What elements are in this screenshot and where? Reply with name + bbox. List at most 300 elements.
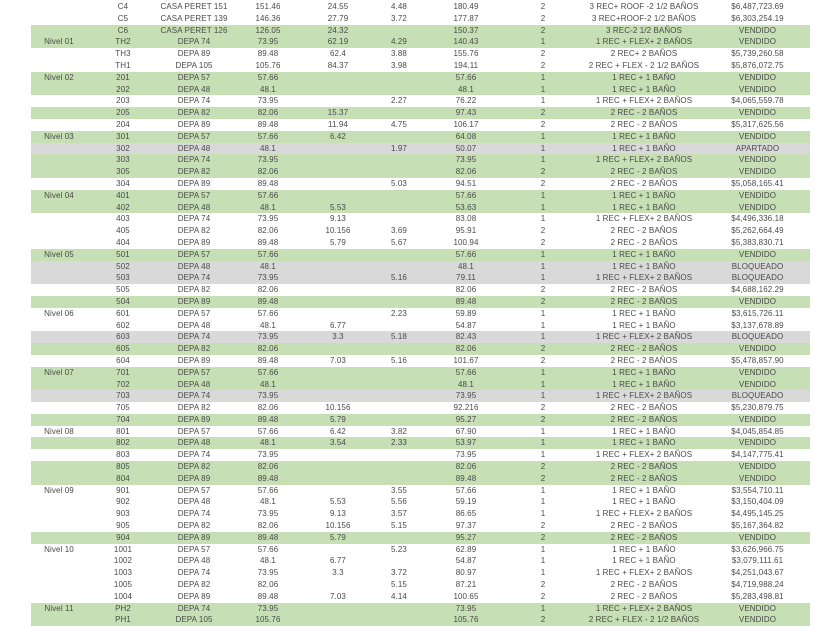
cell-area_exterior[interactable]	[307, 579, 369, 591]
cell-unit[interactable]: 802	[87, 437, 159, 449]
cell-price_or_status[interactable]: $4,065,559.78	[705, 95, 810, 107]
cell-price_or_status[interactable]: VENDIDO	[705, 532, 810, 544]
cell-area_interior[interactable]: 48.1	[229, 261, 307, 273]
cell-count[interactable]: 2	[503, 355, 583, 367]
cell-area_interior[interactable]: 89.48	[229, 355, 307, 367]
cell-area_extra[interactable]: 5.15	[369, 520, 429, 532]
cell-count[interactable]: 2	[503, 532, 583, 544]
cell-price_or_status[interactable]: VENDIDO	[705, 249, 810, 261]
cell-area_extra[interactable]	[369, 367, 429, 379]
cell-area_total[interactable]: 57.66	[429, 249, 503, 261]
cell-area_exterior[interactable]	[307, 178, 369, 190]
cell-count[interactable]: 1	[503, 202, 583, 214]
cell-count[interactable]: 1	[503, 426, 583, 438]
cell-price_or_status[interactable]: $4,719,988.24	[705, 579, 810, 591]
cell-nivel[interactable]	[31, 1, 87, 13]
cell-area_exterior[interactable]: 5.79	[307, 237, 369, 249]
cell-area_exterior[interactable]: 27.79	[307, 13, 369, 25]
cell-unit[interactable]: 401	[87, 190, 159, 202]
cell-nivel[interactable]	[31, 296, 87, 308]
cell-nivel[interactable]	[31, 166, 87, 178]
cell-count[interactable]: 1	[503, 143, 583, 155]
cell-count[interactable]: 2	[503, 13, 583, 25]
cell-type[interactable]: DEPA 57	[159, 131, 229, 143]
cell-type[interactable]: CASA PERET 139	[160, 13, 228, 23]
cell-area_extra[interactable]: 2.33	[369, 437, 429, 449]
cell-area_exterior[interactable]: 6.77	[307, 555, 369, 567]
cell-config[interactable]: 2 REC - 2 BAÑOS	[583, 284, 705, 296]
cell-area_interior[interactable]: 89.48	[229, 48, 307, 60]
cell-area_exterior[interactable]	[307, 272, 369, 284]
cell-type[interactable]: DEPA 105	[159, 60, 229, 72]
cell-area_total[interactable]: 106.17	[429, 119, 503, 131]
cell-nivel[interactable]	[31, 272, 87, 284]
cell-area_extra[interactable]: 3.82	[369, 426, 429, 438]
cell-area_interior[interactable]: 89.48	[229, 296, 307, 308]
cell-area_total[interactable]: 94.51	[429, 178, 503, 190]
cell-area_extra[interactable]: 5.18	[369, 331, 429, 343]
cell-type[interactable]: DEPA 82	[159, 520, 229, 532]
cell-price_or_status[interactable]: VENDIDO	[705, 603, 810, 615]
cell-area_total[interactable]: 64.08	[429, 131, 503, 143]
cell-area_extra[interactable]: 5.67	[369, 237, 429, 249]
cell-nivel[interactable]	[31, 520, 87, 532]
cell-area_exterior[interactable]: 15.37	[307, 107, 369, 119]
cell-area_extra[interactable]	[369, 166, 429, 178]
cell-area_total[interactable]: 89.48	[429, 473, 503, 485]
cell-type[interactable]: DEPA 82	[159, 343, 229, 355]
cell-unit[interactable]: 301	[87, 131, 159, 143]
cell-count[interactable]: 2	[503, 60, 583, 72]
cell-area_interior[interactable]: 57.66	[229, 249, 307, 261]
cell-config[interactable]: 1 REC + FLEX+ 2 BAÑOS	[583, 213, 705, 225]
cell-price_or_status[interactable]: VENDIDO	[705, 414, 810, 426]
cell-area_interior[interactable]: 73.95	[229, 213, 307, 225]
cell-area_interior[interactable]: 73.95	[229, 272, 307, 284]
cell-count[interactable]: 1	[503, 308, 583, 320]
cell-config[interactable]: 1 REC + FLEX+ 2 BAÑOS	[583, 95, 705, 107]
cell-price_or_status[interactable]: VENDIDO	[705, 190, 810, 202]
cell-type[interactable]: DEPA 74	[159, 154, 229, 166]
cell-count[interactable]: 1	[503, 272, 583, 284]
cell-price_or_status[interactable]: VENDIDO	[705, 84, 810, 96]
cell-area_extra[interactable]: 5.15	[369, 579, 429, 591]
cell-type[interactable]: DEPA 89	[159, 48, 229, 60]
cell-area_extra[interactable]: 3.98	[369, 60, 429, 72]
cell-area_interior[interactable]: 89.48	[229, 591, 307, 603]
cell-type[interactable]: DEPA 48	[159, 84, 229, 96]
cell-area_interior[interactable]: 89.48	[229, 473, 307, 485]
cell-area_extra[interactable]: 3.72	[369, 567, 429, 579]
cell-area_total[interactable]: 53.97	[429, 437, 503, 449]
cell-count[interactable]: 1	[503, 320, 583, 332]
cell-area_extra[interactable]	[369, 461, 429, 473]
cell-area_interior[interactable]: 73.95	[229, 154, 307, 166]
cell-count[interactable]: 1	[503, 261, 583, 273]
cell-area_total[interactable]: 95.27	[429, 532, 503, 544]
cell-nivel[interactable]: Nivel 04	[31, 190, 87, 202]
cell-area_total[interactable]: 86.65	[429, 508, 503, 520]
cell-count[interactable]: 2	[503, 296, 583, 308]
cell-area_interior[interactable]: 57.66	[229, 367, 307, 379]
cell-count[interactable]: 2	[503, 473, 583, 485]
cell-count[interactable]: 2	[503, 107, 583, 119]
cell-nivel[interactable]: Nivel 09	[31, 485, 87, 497]
cell-area_interior[interactable]: 57.66	[229, 308, 307, 320]
cell-area_interior[interactable]: 151.46	[229, 1, 307, 13]
cell-area_extra[interactable]: 3.69	[369, 225, 429, 237]
cell-price_or_status[interactable]: VENDIDO	[705, 25, 810, 37]
cell-price_or_status[interactable]: $4,251,043.67	[705, 567, 810, 579]
cell-area_exterior[interactable]	[307, 143, 369, 155]
cell-type[interactable]: DEPA 82	[159, 402, 229, 414]
cell-area_exterior[interactable]: 62.4	[307, 48, 369, 60]
cell-type[interactable]: CASA PERET 151	[160, 2, 228, 11]
cell-price_or_status[interactable]: $4,495,145.25	[705, 508, 810, 520]
cell-price_or_status[interactable]: $5,283,498.81	[705, 591, 810, 603]
cell-unit[interactable]: 1004	[87, 591, 159, 603]
cell-nivel[interactable]: Nivel 07	[31, 367, 87, 379]
cell-nivel[interactable]	[31, 461, 87, 473]
cell-area_total[interactable]: 100.94	[429, 237, 503, 249]
cell-type[interactable]: DEPA 82	[159, 284, 229, 296]
cell-nivel[interactable]	[31, 213, 87, 225]
cell-nivel[interactable]	[31, 555, 87, 567]
cell-price_or_status[interactable]: $4,147,775.41	[705, 449, 810, 461]
cell-unit[interactable]: 504	[87, 296, 159, 308]
cell-type[interactable]: DEPA 48	[159, 202, 229, 214]
cell-unit[interactable]: 601	[87, 308, 159, 320]
cell-nivel[interactable]	[31, 237, 87, 249]
cell-config[interactable]: 3 REC-2 1/2 BAÑOS	[583, 25, 705, 37]
cell-area_exterior[interactable]	[307, 249, 369, 261]
cell-area_total[interactable]: 53.63	[429, 202, 503, 214]
cell-nivel[interactable]	[31, 284, 87, 296]
cell-config[interactable]: 1 REC + 1 BAÑO	[583, 249, 705, 261]
cell-unit[interactable]: TH3	[87, 48, 159, 60]
cell-unit[interactable]: TH2	[87, 36, 159, 48]
cell-type[interactable]: DEPA 57	[159, 426, 229, 438]
cell-area_total[interactable]: 97.43	[429, 107, 503, 119]
cell-nivel[interactable]	[31, 13, 87, 25]
cell-nivel[interactable]: Nivel 01	[31, 36, 87, 48]
cell-area_exterior[interactable]: 24.32	[307, 25, 369, 37]
cell-price_or_status[interactable]: VENDIDO	[705, 473, 810, 485]
cell-nivel[interactable]	[31, 107, 87, 119]
cell-config[interactable]: 1 REC + 1 BAÑO	[583, 308, 705, 320]
cell-type[interactable]: DEPA 74	[159, 331, 229, 343]
cell-unit[interactable]: 803	[87, 449, 159, 461]
cell-area_extra[interactable]: 5.16	[369, 355, 429, 367]
cell-area_total[interactable]: 73.95	[429, 390, 503, 402]
cell-area_total[interactable]: 97.37	[429, 520, 503, 532]
cell-area_interior[interactable]: 48.1	[229, 496, 307, 508]
cell-area_total[interactable]: 140.43	[429, 36, 503, 48]
cell-area_exterior[interactable]: 62.19	[307, 36, 369, 48]
cell-price_or_status[interactable]: APARTADO	[705, 143, 810, 155]
cell-area_interior[interactable]: 57.66	[229, 485, 307, 497]
cell-area_interior[interactable]: 82.06	[229, 343, 307, 355]
cell-config[interactable]: 2 REC - 2 BAÑOS	[583, 532, 705, 544]
cell-area_total[interactable]: 95.27	[429, 414, 503, 426]
cell-area_total[interactable]: 57.66	[429, 72, 503, 84]
cell-area_extra[interactable]	[369, 249, 429, 261]
cell-count[interactable]: 1	[503, 379, 583, 391]
cell-unit[interactable]: 201	[87, 72, 159, 84]
cell-price_or_status[interactable]: $5,317,625.56	[705, 119, 810, 131]
cell-nivel[interactable]	[31, 379, 87, 391]
cell-area_extra[interactable]	[369, 320, 429, 332]
cell-area_extra[interactable]	[369, 402, 429, 414]
cell-config[interactable]: 2 REC + FLEX - 2 1/2 BAÑOS	[583, 60, 705, 72]
cell-area_total[interactable]: 62.89	[429, 544, 503, 556]
cell-unit[interactable]: 1005	[87, 579, 159, 591]
cell-type[interactable]: DEPA 48	[159, 555, 229, 567]
cell-type[interactable]: DEPA 82	[159, 225, 229, 237]
cell-area_total[interactable]: 87.21	[429, 579, 503, 591]
cell-type[interactable]: DEPA 89	[159, 414, 229, 426]
cell-area_interior[interactable]: 57.66	[229, 131, 307, 143]
cell-price_or_status[interactable]: $5,478,857.90	[705, 355, 810, 367]
cell-config[interactable]: 2 REC + FLEX - 2 1/2 BAÑOS	[583, 614, 705, 626]
cell-count[interactable]: 2	[503, 48, 583, 60]
cell-area_exterior[interactable]	[307, 367, 369, 379]
cell-count[interactable]: 2	[503, 402, 583, 414]
cell-count[interactable]: 1	[503, 36, 583, 48]
cell-type[interactable]: DEPA 74	[159, 449, 229, 461]
cell-count[interactable]: 2	[503, 520, 583, 532]
cell-config[interactable]: 1 REC + FLEX+ 2 BAÑOS	[583, 36, 705, 48]
cell-type[interactable]: DEPA 57	[159, 367, 229, 379]
cell-price_or_status[interactable]: BLOQUEADO	[705, 390, 810, 402]
cell-config[interactable]: 2 REC - 2 BAÑOS	[583, 343, 705, 355]
cell-area_interior[interactable]: 89.48	[229, 414, 307, 426]
cell-unit[interactable]: 1003	[87, 567, 159, 579]
cell-unit[interactable]: 604	[87, 355, 159, 367]
cell-type[interactable]: DEPA 57	[159, 249, 229, 261]
cell-area_exterior[interactable]	[307, 461, 369, 473]
cell-area_extra[interactable]	[369, 343, 429, 355]
cell-area_total[interactable]: 82.43	[429, 331, 503, 343]
cell-config[interactable]: 1 REC + 1 BAÑO	[583, 555, 705, 567]
cell-unit[interactable]: 804	[87, 473, 159, 485]
cell-area_total[interactable]: 101.67	[429, 355, 503, 367]
cell-unit[interactable]: 404	[87, 237, 159, 249]
cell-nivel[interactable]	[31, 95, 87, 107]
cell-count[interactable]: 2	[503, 166, 583, 178]
cell-price_or_status[interactable]: $5,167,364.82	[705, 520, 810, 532]
cell-nivel[interactable]	[31, 178, 87, 190]
cell-unit[interactable]: 503	[87, 272, 159, 284]
cell-area_extra[interactable]	[369, 414, 429, 426]
cell-area_exterior[interactable]	[307, 190, 369, 202]
cell-price_or_status[interactable]: VENDIDO	[705, 202, 810, 214]
cell-area_total[interactable]: 100.65	[429, 591, 503, 603]
cell-nivel[interactable]: Nivel 10	[31, 544, 87, 556]
cell-config[interactable]: 1 REC + 1 BAÑO	[583, 437, 705, 449]
cell-unit[interactable]: 302	[87, 143, 159, 155]
cell-price_or_status[interactable]: $4,688,162.29	[705, 284, 810, 296]
cell-area_exterior[interactable]: 6.77	[307, 320, 369, 332]
cell-count[interactable]: 2	[503, 614, 583, 626]
cell-price_or_status[interactable]: BLOQUEADO	[705, 331, 810, 343]
cell-nivel[interactable]	[31, 143, 87, 155]
cell-nivel[interactable]	[31, 437, 87, 449]
cell-area_extra[interactable]: 5.56	[369, 496, 429, 508]
cell-area_exterior[interactable]	[307, 603, 369, 615]
cell-nivel[interactable]	[31, 496, 87, 508]
cell-area_extra[interactable]	[369, 473, 429, 485]
cell-area_total[interactable]: 82.06	[429, 284, 503, 296]
cell-area_interior[interactable]: 82.06	[229, 520, 307, 532]
cell-area_interior[interactable]: 82.06	[229, 107, 307, 119]
cell-area_interior[interactable]: 89.48	[229, 237, 307, 249]
cell-config[interactable]: 1 REC + 1 BAÑO	[583, 379, 705, 391]
cell-type[interactable]: DEPA 48	[159, 320, 229, 332]
cell-area_interior[interactable]: 82.06	[229, 225, 307, 237]
cell-price_or_status[interactable]: $5,058,165.41	[705, 178, 810, 190]
cell-price_or_status[interactable]: $5,230,879.75	[705, 402, 810, 414]
cell-config[interactable]: 1 REC + FLEX+ 2 BAÑOS	[583, 508, 705, 520]
cell-count[interactable]: 2	[503, 119, 583, 131]
cell-area_extra[interactable]	[369, 614, 429, 626]
cell-area_total[interactable]: 76.22	[429, 95, 503, 107]
cell-area_exterior[interactable]	[307, 166, 369, 178]
cell-area_exterior[interactable]	[307, 343, 369, 355]
cell-count[interactable]: 1	[503, 331, 583, 343]
cell-nivel[interactable]	[31, 225, 87, 237]
cell-area_total[interactable]: 150.37	[429, 25, 503, 37]
cell-area_interior[interactable]: 48.1	[229, 320, 307, 332]
cell-area_extra[interactable]	[369, 84, 429, 96]
cell-config[interactable]: 2 REC - 2 BAÑOS	[583, 520, 705, 532]
cell-price_or_status[interactable]: $3,079,111.61	[705, 555, 810, 567]
cell-area_exterior[interactable]: 10.156	[307, 402, 369, 414]
cell-area_extra[interactable]	[369, 379, 429, 391]
cell-count[interactable]: 1	[503, 603, 583, 615]
cell-area_exterior[interactable]	[307, 614, 369, 626]
cell-unit[interactable]: 903	[87, 508, 159, 520]
cell-unit[interactable]: 1001	[87, 544, 159, 556]
cell-type[interactable]: DEPA 74	[159, 603, 229, 615]
cell-unit[interactable]: 402	[87, 202, 159, 214]
cell-area_total[interactable]: 57.66	[429, 367, 503, 379]
cell-area_total[interactable]: 73.95	[429, 449, 503, 461]
cell-area_exterior[interactable]	[307, 296, 369, 308]
cell-price_or_status[interactable]: VENDIDO	[705, 131, 810, 143]
cell-type[interactable]: DEPA 74	[159, 213, 229, 225]
cell-area_interior[interactable]: 48.1	[229, 437, 307, 449]
cell-type[interactable]: DEPA 74	[159, 36, 229, 48]
cell-unit[interactable]: 403	[87, 213, 159, 225]
cell-area_interior[interactable]: 89.48	[229, 119, 307, 131]
cell-config[interactable]: 3 REC+ROOF-2 1/2 BAÑOS	[583, 13, 705, 25]
cell-unit[interactable]: 705	[87, 402, 159, 414]
cell-area_total[interactable]: 82.06	[429, 166, 503, 178]
cell-count[interactable]: 1	[503, 249, 583, 261]
cell-area_total[interactable]: 48.1	[429, 84, 503, 96]
cell-price_or_status[interactable]: $3,554,710.11	[705, 485, 810, 497]
cell-type[interactable]: DEPA 48	[159, 496, 229, 508]
cell-config[interactable]: 2 REC - 2 BAÑOS	[583, 296, 705, 308]
cell-price_or_status[interactable]: VENDIDO	[705, 379, 810, 391]
cell-area_exterior[interactable]	[307, 154, 369, 166]
cell-area_exterior[interactable]	[307, 390, 369, 402]
cell-area_total[interactable]: 67.90	[429, 426, 503, 438]
cell-price_or_status[interactable]: VENDIDO	[705, 166, 810, 178]
cell-unit[interactable]: 505	[87, 284, 159, 296]
cell-nivel[interactable]	[31, 390, 87, 402]
cell-config[interactable]: 2 REC - 2 BAÑOS	[583, 107, 705, 119]
cell-count[interactable]: 2	[503, 1, 583, 13]
cell-area_extra[interactable]: 3.88	[369, 48, 429, 60]
cell-unit[interactable]: 704	[87, 414, 159, 426]
cell-area_interior[interactable]: 73.95	[229, 603, 307, 615]
cell-type[interactable]: DEPA 105	[159, 614, 229, 626]
cell-config[interactable]: 2 REC - 2 BAÑOS	[583, 166, 705, 178]
cell-unit[interactable]: PH2	[87, 603, 159, 615]
cell-count[interactable]: 2	[503, 225, 583, 237]
cell-type[interactable]: DEPA 74	[159, 508, 229, 520]
cell-type[interactable]: DEPA 82	[159, 166, 229, 178]
cell-unit[interactable]: 303	[87, 154, 159, 166]
cell-nivel[interactable]	[31, 402, 87, 414]
cell-area_extra[interactable]	[369, 72, 429, 84]
cell-config[interactable]: 2 REC - 2 BAÑOS	[583, 591, 705, 603]
cell-area_exterior[interactable]	[307, 544, 369, 556]
cell-count[interactable]: 2	[503, 343, 583, 355]
cell-config[interactable]: 2 REC - 2 BAÑOS	[583, 402, 705, 414]
cell-nivel[interactable]	[31, 154, 87, 166]
cell-area_extra[interactable]: 5.03	[369, 178, 429, 190]
cell-area_extra[interactable]	[369, 25, 429, 37]
cell-area_exterior[interactable]	[307, 473, 369, 485]
cell-area_interior[interactable]: 48.1	[229, 202, 307, 214]
cell-area_exterior[interactable]	[307, 95, 369, 107]
cell-area_extra[interactable]	[369, 532, 429, 544]
cell-unit[interactable]: 305	[87, 166, 159, 178]
cell-nivel[interactable]: Nivel 06	[31, 308, 87, 320]
cell-unit[interactable]: TH1	[87, 60, 159, 72]
cell-type[interactable]: DEPA 89	[159, 237, 229, 249]
cell-area_interior[interactable]: 73.95	[229, 36, 307, 48]
cell-area_total[interactable]: 50.07	[429, 143, 503, 155]
cell-config[interactable]: 1 REC + 1 BAÑO	[583, 84, 705, 96]
cell-config[interactable]: 3 REC+ ROOF -2 1/2 BAÑOS	[583, 1, 705, 13]
cell-area_interior[interactable]: 73.95	[229, 567, 307, 579]
cell-area_extra[interactable]	[369, 131, 429, 143]
cell-area_exterior[interactable]: 9.13	[307, 508, 369, 520]
cell-config[interactable]: 1 REC + FLEX+ 2 BAÑOS	[583, 449, 705, 461]
cell-area_extra[interactable]	[369, 261, 429, 273]
cell-unit[interactable]: 904	[87, 532, 159, 544]
cell-type[interactable]: DEPA 57	[159, 544, 229, 556]
cell-config[interactable]: 1 REC + 1 BAÑO	[583, 544, 705, 556]
cell-count[interactable]: 2	[503, 461, 583, 473]
cell-nivel[interactable]	[31, 84, 87, 96]
cell-count[interactable]: 1	[503, 72, 583, 84]
cell-price_or_status[interactable]: VENDIDO	[705, 36, 810, 48]
cell-count[interactable]: 2	[503, 237, 583, 249]
cell-type[interactable]: DEPA 89	[159, 119, 229, 131]
cell-area_interior[interactable]: 57.66	[229, 190, 307, 202]
cell-area_exterior[interactable]: 84.37	[307, 60, 369, 72]
cell-config[interactable]: 1 REC + 1 BAÑO	[583, 320, 705, 332]
cell-area_interior[interactable]: 73.95	[229, 95, 307, 107]
cell-count[interactable]: 2	[503, 178, 583, 190]
cell-area_total[interactable]: 79.11	[429, 272, 503, 284]
cell-area_interior[interactable]: 105.76	[229, 60, 307, 72]
